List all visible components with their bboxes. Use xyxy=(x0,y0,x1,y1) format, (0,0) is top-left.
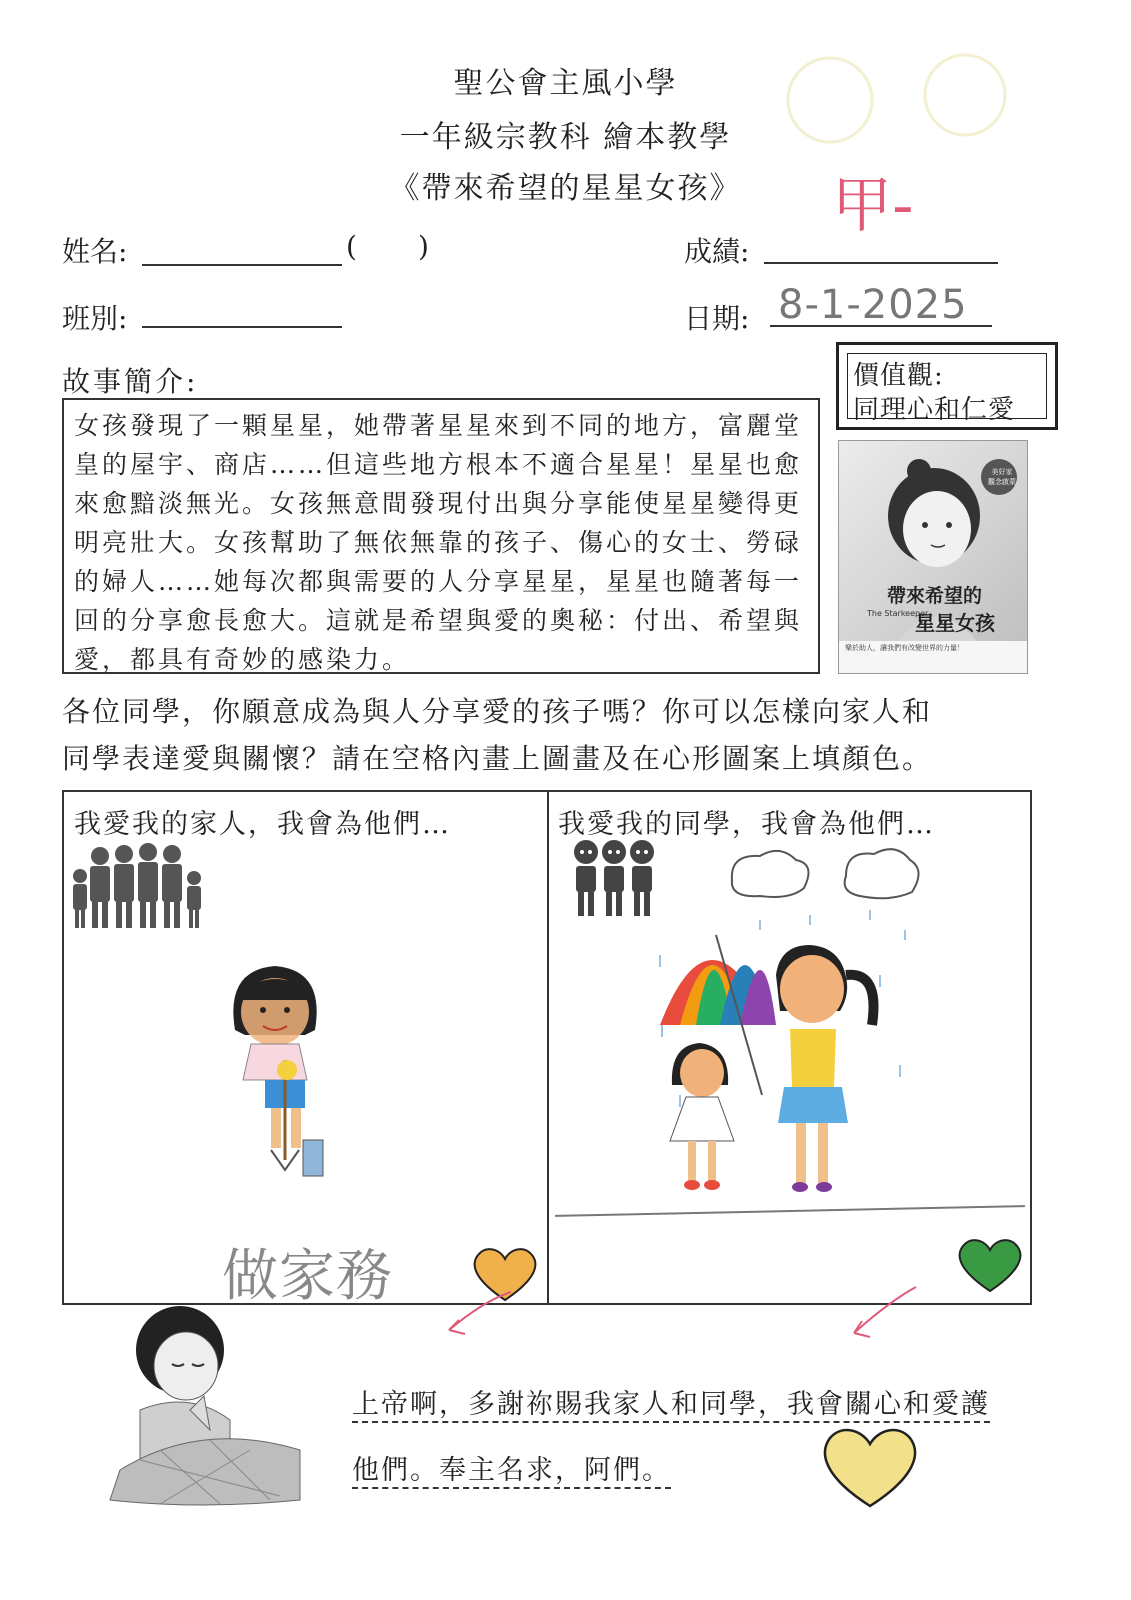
name-paren-open: ( xyxy=(346,230,357,263)
subject-title: 一年級宗教科 繪本教學 xyxy=(399,120,732,155)
name-field[interactable] xyxy=(142,264,342,266)
family-clipart-icon xyxy=(68,840,208,932)
classmates-clipart-icon xyxy=(568,836,664,922)
sticker-stamps xyxy=(780,40,1020,160)
book-cover-tagline: 樂於助人，讓我們有改變世界的力量！ xyxy=(845,644,964,652)
question-line-1: 各位同學，你願意成為與人分享愛的孩子嗎？你可以怎樣向家人和 xyxy=(62,695,933,728)
story-box xyxy=(62,398,820,674)
heart-classmates-icon[interactable] xyxy=(955,1236,1025,1296)
check-mark-family xyxy=(445,1290,515,1340)
story-text: 女孩發現了一顆星星，她帶著星星來到不同的地方，富麗堂皇的屋宇、商店……但這些地方根本不適合星星！星星也愈來愈黯淡無光。女孩無意間發現付出與分享能使星星變得更明亮壯大。女孩幫助了無依無靠的孩子、傷心的女士、勞碌的婦人……她每次都與需要的人分享星星，星星也隨著每一回的分享愈長愈大。這就是希望與愛的奧秘：付出、希望與愛，都具有奇妙的感染力。 xyxy=(74,411,803,674)
date-label: 日期: xyxy=(684,302,750,335)
name-paren-close: ) xyxy=(418,230,429,263)
date-value: 8-1-2025 xyxy=(778,282,968,328)
story-label: 故事簡介: xyxy=(62,365,199,398)
school-name: 聖公會主風小學 xyxy=(453,66,678,101)
question-line-2: 同學表達愛與關懷？請在空格內畫上圖畫及在心形圖案上填顏色。 xyxy=(62,742,933,775)
class-label: 班別: xyxy=(62,302,128,335)
book-cover-title-2: 星星女孩 xyxy=(915,611,995,635)
values-text: 同理心和仁愛 xyxy=(853,395,1016,425)
praying-child-illustration xyxy=(100,1300,310,1510)
book-cover-image xyxy=(838,440,1028,674)
score-label: 成績: xyxy=(684,235,750,268)
panel-divider xyxy=(547,792,549,1303)
book-title: 《帶來希望的星星女孩》 xyxy=(389,171,742,206)
family-answer-text: 做家務 xyxy=(222,1244,393,1309)
book-cover-title-1: 帶來希望的 xyxy=(887,585,983,607)
book-cover-english: The Starkeeper xyxy=(867,609,929,618)
values-title: 價值觀: xyxy=(853,361,944,391)
values-box xyxy=(836,342,1058,430)
drawing-sharing-umbrella xyxy=(650,915,910,1205)
name-label: 姓名: xyxy=(62,235,128,268)
prayer-line-1: 上帝啊，多謝祢賜我家人和同學，我會關心和愛護 xyxy=(352,1382,990,1423)
classmates-panel-title: 我愛我的同學，我會為他們… xyxy=(558,809,935,840)
grade-mark: 甲- xyxy=(832,171,914,241)
drawing-girl-chores xyxy=(215,960,345,1190)
book-badge: 美好家 觀念啟蒙 xyxy=(988,468,1016,486)
prayer-line-2: 他們。奉主名求，阿們。 xyxy=(352,1448,671,1489)
check-mark-classmates xyxy=(850,1285,920,1340)
family-panel-title: 我愛我的家人，我會為他們… xyxy=(74,809,451,840)
class-field[interactable] xyxy=(142,326,342,328)
heart-prayer-icon[interactable] xyxy=(818,1424,922,1512)
score-field[interactable] xyxy=(764,262,998,264)
